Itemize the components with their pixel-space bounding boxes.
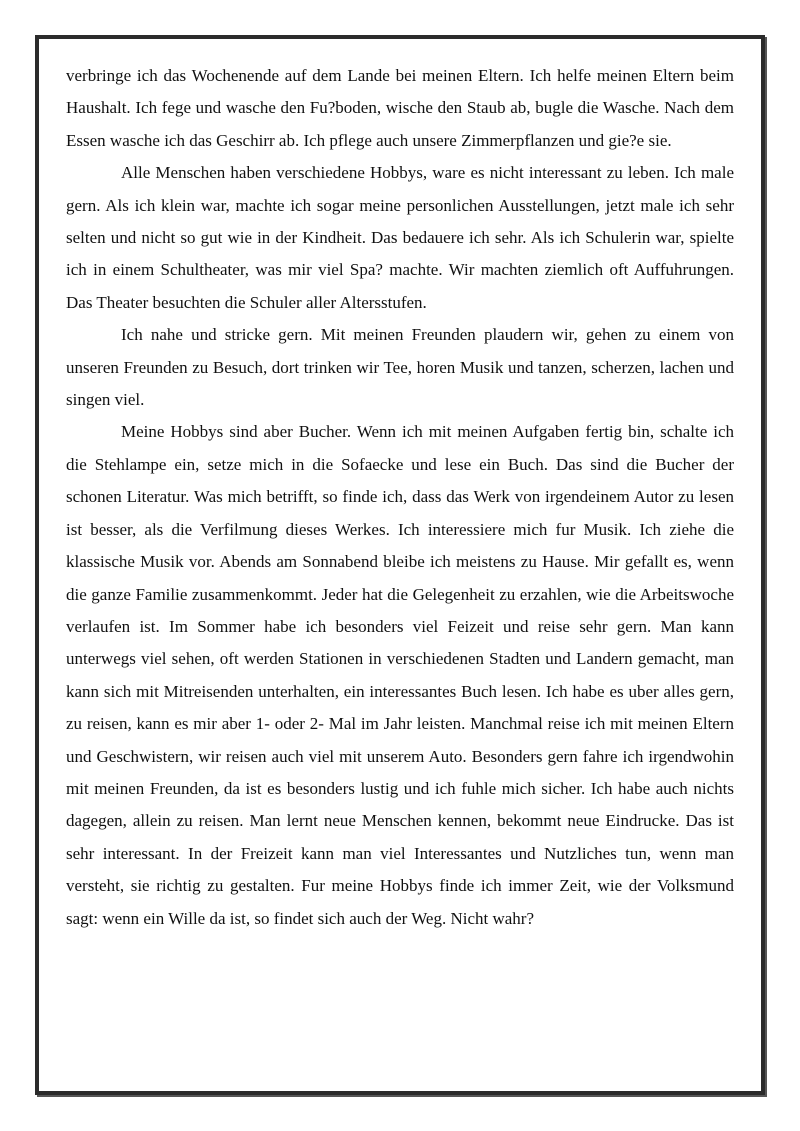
paragraph-hobbies-painting: Alle Menschen haben verschiedene Hobbys, ware es nicht interessant zu leben. Ich male gern. Als ich klein war, machte ich sogar meine personlichen Ausstellungen, jetzt male ich sehr selten und nicht so gut wie in der Kindheit. Das bedauere ich sehr. Als ich Schulerin war, spielte ich in einem Schultheater, was mir viel Spa? machte. Wir machten ziemlich oft Auffuhrungen. Das Theater besuchten die Schuler aller Altersstufen. (66, 163, 734, 312)
paragraph-continuation: verbringe ich das Wochenende auf dem Lande bei meinen Eltern. Ich helfe meinen Eltern beim Haushalt. Ich fege und wasche den Fu?boden, wische den Staub ab, bugle die Wasche. Nach dem Essen wasche ich das Geschirr ab. Ich pflege auch unsere Zimmerpflanzen und gie?e sie. (66, 66, 734, 150)
document-body (66, 60, 734, 935)
paragraph-hobbies-books-travel: Meine Hobbys sind aber Bucher. Wenn ich mit meinen Aufgaben fertig bin, schalte ich die Stehlampe ein, setze mich in die Sofaecke und lese ein Buch. Das sind die Bucher der schonen Literatur. Was mich betrifft, so finde ich, dass das Werk von irgendeinem Autor zu lesen ist besser, als die Verfilmung dieses Werkes. Ich interessiere mich fur Musik. Ich ziehe die klassische Musik vor. Abends am Sonnabend bleibe ich meistens zu Hause. Mir gefallt es, wenn die ganze Familie zusammenkommt. Jeder hat die Gelegenheit zu erzahlen, wie die Arbeitswoche verlaufen ist. Im Sommer habe ich besonders viel Feizeit und reise sehr gern. Man kann unterwegs viel sehen, oft werden Stationen in verschiedenen Stadten und Landern gemacht, man kann sich mit Mitreisenden unterhalten, ein interessantes Buch lesen. Ich habe es uber alles gern, zu reisen, kann es mir aber 1- oder 2- Mal im Jahr leisten. Manchmal reise ich mit meinen Eltern und Geschwistern, wir reisen auch viel mit unserem Auto. Besonders gern fahre ich irgendwohin mit meinen Freunden, da ist es besonders lustig und ich fuhle mich sicher. Ich habe auch nichts dagegen, allein zu reisen. Man lernt neue Menschen kennen, bekommt neue Eindrucke. Das ist sehr interessant. In der Freizeit kann man viel Interessantes und Nutzliches tun, wenn man versteht, sie richtig zu gestalten. Fur meine Hobbys finde ich immer Zeit, wie der Volksmund sagt: wenn ein Wille da ist, so findet sich auch der Weg. Nicht wahr? (66, 422, 734, 928)
paragraph-hobbies-friends: Ich nahe und stricke gern. Mit meinen Freunden plaudern wir, gehen zu einem von unseren Freunden zu Besuch, dort trinken wir Tee, horen Musik und tanzen, scherzen, lachen und singen viel. (66, 325, 734, 410)
